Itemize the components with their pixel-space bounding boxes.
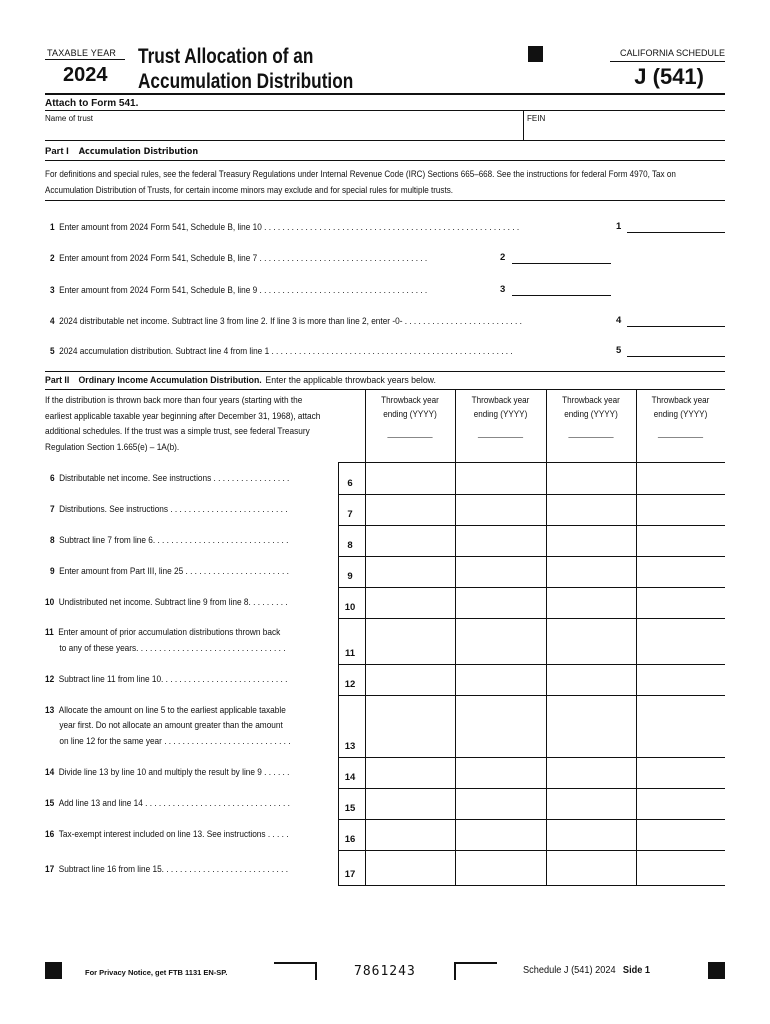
part1-line-2-label: 2 Enter amount from 2024 Form 541, Schedule B, line 7 . . . . . . . . . . . . . . . . . . . . . . . . . . . . . . . . . . . . . <box>50 253 428 263</box>
part1-line-4-field[interactable] <box>627 326 725 327</box>
part2-line-8-year-4-field[interactable] <box>637 526 725 556</box>
corner-mark <box>454 962 497 964</box>
part2-instructions: If the distribution is thrown back more than four years (starting with the earliest applicable taxable year beginning after December 31, 1968), attach additional schedules. If the trust was a simple trust, see federal Treasury Regulation Section 1.665(e) – 1A(b). <box>45 395 321 452</box>
divider <box>45 110 725 111</box>
part2-line-7-year-4-field[interactable] <box>637 495 725 525</box>
part1-line-4-label: 4 2024 distributable net income. Subtract line 3 from line 2. If line 3 is more than line 2, enter -0- . . . . . . . . . . . . . . . . . . . . . . . . . . <box>50 316 522 326</box>
part1-line-5-label: 5 2024 accumulation distribution. Subtract line 4 from line 1 . . . . . . . . . . . . . . . . . . . . . . . . . . . . . . . . . . . . . . . . . . . . . . . . . . . . . <box>50 346 513 356</box>
part2-line-10-year-2-field[interactable] <box>456 588 546 618</box>
part2-line-16-year-2-field[interactable] <box>456 820 546 850</box>
part2-line-12-year-3-field[interactable] <box>547 665 636 695</box>
part1-line-4-ref: 4 <box>616 315 622 326</box>
part2-line-9-label: 9 Enter amount from Part III, line 25 . . . . . . . . . . . . . . . . . . . . . . . <box>50 565 289 576</box>
part2-line-6-ref: 6 <box>347 478 353 489</box>
part2-line-16-label: 16 Tax-exempt interest included on line 13. See instructions . . . . . <box>45 828 289 839</box>
part1-line-1-label: 1 Enter amount from 2024 Form 541, Schedule B, line 10 . . . . . . . . . . . . . . . . . . . . . . . . . . . . . . . . . . . . . . . . . . . . . . . . . . . . . . . . <box>50 222 520 232</box>
divider <box>523 110 524 140</box>
part2-line-16-year-3-field[interactable] <box>547 820 636 850</box>
part2-line-9-year-4-field[interactable] <box>637 557 725 587</box>
part2-line-14-label: 14 Divide line 13 by line 10 and multiply the result by line 9 . . . . . . <box>45 766 290 777</box>
part1-line-3-field[interactable] <box>512 295 611 296</box>
form-title: Trust Allocation of an Accumulation Distribution <box>138 45 354 93</box>
form-barcode-number: 7861243 <box>354 964 416 979</box>
part2-line-8-ref: 8 <box>347 540 353 551</box>
part1-line-1-field[interactable] <box>627 232 725 233</box>
part2-line-13-ref: 13 <box>344 741 356 752</box>
part2-line-11-year-3-field[interactable] <box>547 619 636 664</box>
part2-line-12-year-2-field[interactable] <box>456 665 546 695</box>
footer-schedule-id: Schedule J (541) 2024 Side 1 <box>523 965 651 976</box>
part2-line-13-year-4-field[interactable] <box>637 696 725 757</box>
part2-line-14-year-1-field[interactable] <box>366 758 455 788</box>
part2-line-6-year-3-field[interactable] <box>547 463 636 494</box>
part2-line-9-ref: 9 <box>347 571 353 582</box>
divider <box>45 200 725 201</box>
divider <box>45 389 725 390</box>
name-of-trust-label: Name of trust <box>45 114 94 123</box>
part1-line-2-field[interactable] <box>512 263 611 264</box>
part2-line-15-year-2-field[interactable] <box>456 789 546 819</box>
part2-line-16-year-1-field[interactable] <box>366 820 455 850</box>
part2-line-12-year-4-field[interactable] <box>637 665 725 695</box>
corner-mark <box>315 962 317 980</box>
corner-mark <box>274 962 317 964</box>
part2-line-13-year-2-field[interactable] <box>456 696 546 757</box>
throwback-year-input[interactable]: __________ <box>477 428 524 438</box>
part2-line-11-year-2-field[interactable] <box>456 619 546 664</box>
part2-line-15-year-4-field[interactable] <box>637 789 725 819</box>
corner-mark <box>454 962 456 980</box>
part2-line-16-ref: 16 <box>344 834 356 845</box>
part2-line-12-year-1-field[interactable] <box>366 665 455 695</box>
taxable-year-label: TAXABLE YEAR <box>47 48 117 58</box>
throwback-year-input[interactable]: __________ <box>657 428 704 438</box>
throwback-year-header-2: Throwback year ending (YYYY) __________ <box>460 393 542 440</box>
part2-line-10-year-3-field[interactable] <box>547 588 636 618</box>
part2-line-9-year-1-field[interactable] <box>366 557 455 587</box>
part2-line-7-label: 7 Distributions. See instructions . . . . . . . . . . . . . . . . . . . . . . . . . . <box>50 503 288 514</box>
part2-line-7-year-3-field[interactable] <box>547 495 636 525</box>
part2-line-7-ref: 7 <box>347 509 353 520</box>
fein-label: FEIN <box>527 114 546 123</box>
part2-line-6-year-2-field[interactable] <box>456 463 546 494</box>
part1-line-5-field[interactable] <box>627 356 725 357</box>
part2-line-14-ref: 14 <box>344 772 356 783</box>
divider <box>610 61 725 62</box>
privacy-notice: For Privacy Notice, get FTB 1131 EN-SP. <box>85 968 228 977</box>
part2-line-11-label: 11 Enter amount of prior accumulation distributions thrown back to any of these years. . . . . . . . . . . . . . . . . . . . . . . . . . . . . . . . . <box>45 627 286 653</box>
divider <box>45 160 725 161</box>
part2-line-12-label: 12 Subtract line 11 from line 10. . . . . . . . . . . . . . . . . . . . . . . . . . . . <box>45 673 288 684</box>
part2-line-7-year-2-field[interactable] <box>456 495 546 525</box>
part2-line-8-year-3-field[interactable] <box>547 526 636 556</box>
part2-line-6-label: 6 Distributable net income. See instructions . . . . . . . . . . . . . . . . . <box>50 472 290 483</box>
part2-line-9-year-2-field[interactable] <box>456 557 546 587</box>
registration-mark <box>708 962 725 979</box>
part2-line-9-year-3-field[interactable] <box>547 557 636 587</box>
part2-line-15-label: 15 Add line 13 and line 14 . . . . . . . . . . . . . . . . . . . . . . . . . . . . . . . . <box>45 797 290 808</box>
registration-mark <box>528 46 543 62</box>
name-of-trust-field[interactable] <box>45 124 521 140</box>
row-divider <box>338 885 725 886</box>
part2-line-15-year-3-field[interactable] <box>547 789 636 819</box>
part2-line-14-year-2-field[interactable] <box>456 758 546 788</box>
throwback-year-header-1: Throwback year ending (YYYY) __________ <box>370 393 451 440</box>
part1-line-2-ref: 2 <box>500 252 506 263</box>
part2-line-17-year-2-field[interactable] <box>456 851 546 885</box>
part2-line-17-year-4-field[interactable] <box>637 851 725 885</box>
part2-line-10-year-4-field[interactable] <box>637 588 725 618</box>
throwback-year-input[interactable]: __________ <box>387 428 433 438</box>
part2-line-11-year-4-field[interactable] <box>637 619 725 664</box>
part2-line-15-year-1-field[interactable] <box>366 789 455 819</box>
part2-line-10-ref: 10 <box>344 602 356 613</box>
part2-line-6-year-1-field[interactable] <box>366 463 455 494</box>
registration-mark <box>45 962 62 979</box>
part2-line-6-year-4-field[interactable] <box>637 463 725 494</box>
form-code: J (541) <box>634 64 704 89</box>
taxable-year: 2024 <box>63 64 108 86</box>
throwback-year-header-4: Throwback year ending (YYYY) __________ <box>640 393 720 440</box>
part2-line-11-year-1-field[interactable] <box>366 619 455 664</box>
header-rule <box>45 93 725 95</box>
part1-line-3-label: 3 Enter amount from 2024 Form 541, Schedule B, line 9 . . . . . . . . . . . . . . . . . . . . . . . . . . . . . . . . . . . . . <box>50 285 428 295</box>
part2-line-14-year-4-field[interactable] <box>637 758 725 788</box>
part1-line-5-ref: 5 <box>616 345 622 356</box>
part2-line-10-year-1-field[interactable] <box>366 588 455 618</box>
part1-header: Part I Accumulation Distribution <box>45 146 199 157</box>
part2-line-10-label: 10 Undistributed net income. Subtract line 9 from line 8. . . . . . . . . <box>45 596 288 607</box>
throwback-year-header-3: Throwback year ending (YYYY) __________ <box>551 393 632 440</box>
part2-line-13-year-3-field[interactable] <box>547 696 636 757</box>
part2-line-13-year-1-field[interactable] <box>366 696 455 757</box>
divider <box>45 59 125 60</box>
divider <box>45 371 725 372</box>
part2-line-17-ref: 17 <box>344 869 356 880</box>
part2-line-17-year-1-field[interactable] <box>366 851 455 885</box>
divider <box>45 140 725 141</box>
part2-line-7-year-1-field[interactable] <box>366 495 455 525</box>
part2-line-8-label: 8 Subtract line 7 from line 6. . . . . . . . . . . . . . . . . . . . . . . . . . . . . . <box>50 534 289 545</box>
part2-line-13-label: 13 Allocate the amount on line 5 to the earliest applicable taxable year first. Do not allocate an amount greater than the amount on line 12 for the same year . . . . . . . . . . . . . . . . . . . . . . . . . . . . <box>45 704 291 746</box>
throwback-year-input[interactable]: __________ <box>568 428 614 438</box>
part2-line-15-ref: 15 <box>344 803 356 814</box>
attach-note: Attach to Form 541. <box>45 98 139 109</box>
part2-line-16-year-4-field[interactable] <box>637 820 725 850</box>
part1-line-1-ref: 1 <box>616 221 622 232</box>
part2-line-12-ref: 12 <box>344 679 356 690</box>
part2-line-17-year-3-field[interactable] <box>547 851 636 885</box>
part2-line-11-ref: 11 <box>344 648 356 659</box>
fein-field[interactable] <box>525 124 725 140</box>
state-schedule-label: CALIFORNIA SCHEDULE <box>619 48 725 58</box>
part2-line-8-year-1-field[interactable] <box>366 526 455 556</box>
part2-line-8-year-2-field[interactable] <box>456 526 546 556</box>
part2-header: Part II Ordinary Income Accumulation Distribution. Enter the applicable throwback years below. <box>45 375 436 386</box>
part2-line-14-year-3-field[interactable] <box>547 758 636 788</box>
part2-line-17-label: 17 Subtract line 16 from line 15. . . . . . . . . . . . . . . . . . . . . . . . . . . . <box>45 863 289 874</box>
part1-instructions: For definitions and special rules, see the federal Treasury Regulations under Internal Revenue Code (IRC) Sections 665–668. See the instructions for federal Form 4970, Tax on Accumulation Distribution of Trusts, for certain income minors may exclude and for special rules for multiple trusts. <box>45 169 676 195</box>
part1-line-3-ref: 3 <box>500 284 506 295</box>
